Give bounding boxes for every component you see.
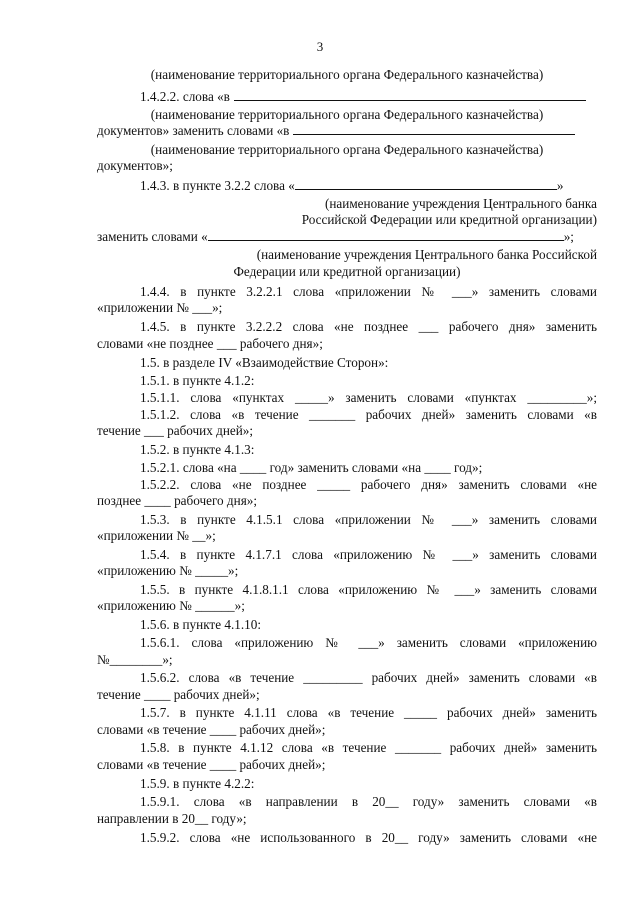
text-line: 1.5.4. в пункте 4.1.7.1 слова «приложению № ___» заменить словами [140, 547, 597, 562]
text-line: направлении в 20__ году»; [97, 811, 247, 826]
text-line: 1.5.1. в пункте 4.1.2: [140, 373, 255, 388]
text-fragment: » [556, 178, 564, 193]
text-line: 1.5. в разделе IV «Взаимодействие Сторон»: [140, 355, 389, 370]
text-line: течение ___ рабочих дней»; [97, 423, 254, 438]
blank-field [208, 228, 564, 241]
text-line: 1.5.9.2. слова «не использованного в 20__ году» заменить словами «не [140, 830, 597, 845]
text-line: 1.4.5. в пункте 3.2.2.2 слова «не позднее ___ рабочего дня» заменить [140, 319, 597, 334]
text-line: позднее ____ рабочего дня»; [97, 493, 258, 508]
caption-line: Федерации или кредитной организации) [233, 264, 461, 279]
caption-line: (наименование территориального органа Федерального казначейства) [150, 142, 544, 157]
text-fragment: 1.4.3. в пункте 3.2.2 слова « [140, 178, 295, 193]
text-line: 1.5.2.1. слова «на ____ год» заменить словами «на ____ год»; [140, 460, 483, 475]
text-line: словами «в течение ____ рабочих дней»; [97, 757, 326, 772]
text-line: документов»; [97, 158, 173, 173]
text-line [140, 88, 586, 105]
text-fragment: документов» заменить словами «в [97, 123, 290, 138]
text-line: 1.5.3. в пункте 4.1.5.1 слова «приложении № ___» заменить словами [140, 512, 597, 527]
caption-line: (наименование учреждения Центрального банка [324, 196, 597, 211]
text-fragment: »; [563, 229, 574, 244]
text-line: словами «не позднее ___ рабочего дня»; [97, 336, 323, 351]
text-line [140, 177, 563, 194]
text-line: 1.5.9.1. слова «в направлении в 20__ году» заменить словами «в [140, 794, 597, 809]
text-line: «приложению № _____»; [97, 563, 239, 578]
text-line: 1.5.7. в пункте 4.1.11 слова «в течение _____ рабочих дней» заменить [140, 705, 597, 720]
blank-field [293, 122, 575, 135]
text-line: 1.5.9. в пункте 4.2.2: [140, 776, 255, 791]
text-fragment: заменить словами « [97, 229, 208, 244]
page-number: 3 [316, 39, 324, 54]
text-line: 1.5.5. в пункте 4.1.8.1.1 слова «приложению № ___» заменить словами [140, 582, 597, 597]
text-line: 1.5.8. в пункте 4.1.12 слова «в течение _______ рабочих дней» заменить [140, 740, 597, 755]
text-line: №________»; [97, 652, 173, 667]
caption-line: (наименование территориального органа Федерального казначейства) [150, 67, 544, 82]
text-line: 1.5.6. в пункте 4.1.10: [140, 617, 261, 632]
text-fragment: 1.4.2.2. слова «в [140, 89, 230, 104]
text-line: 1.5.1.1. слова «пунктах _____» заменить словами «пунктах _________»; [140, 390, 597, 405]
text-line: 1.5.2. в пункте 4.1.3: [140, 442, 255, 457]
text-line: «приложении № __»; [97, 528, 216, 543]
text-line: «приложению № ______»; [97, 598, 245, 613]
text-line: течение ____ рабочих дней»; [97, 687, 260, 702]
caption-line: Российской Федерации или кредитной организации) [301, 212, 597, 227]
text-line: «приложении № ___»; [97, 300, 223, 315]
blank-field [234, 88, 586, 101]
text-line: 1.5.6.2. слова «в течение _________ рабочих дней» заменить словами «в [140, 670, 597, 685]
text-line [97, 228, 574, 245]
caption-line: (наименование учреждения Центрального банка Российской [256, 247, 597, 262]
blank-field [295, 177, 557, 190]
text-line [97, 122, 575, 139]
text-line: 1.5.2.2. слова «не позднее _____ рабочего дня» заменить словами «не [140, 477, 597, 492]
text-line: 1.5.1.2. слова «в течение _______ рабочих дней» заменить словами «в [140, 407, 597, 422]
text-line: 1.5.6.1. слова «приложению № ___» заменить словами «приложению [140, 635, 597, 650]
text-line: словами «в течение ____ рабочих дней»; [97, 722, 326, 737]
caption-line: (наименование территориального органа Федерального казначейства) [150, 107, 544, 122]
text-line: 1.4.4. в пункте 3.2.2.1 слова «приложении № ___» заменить словами [140, 284, 597, 299]
